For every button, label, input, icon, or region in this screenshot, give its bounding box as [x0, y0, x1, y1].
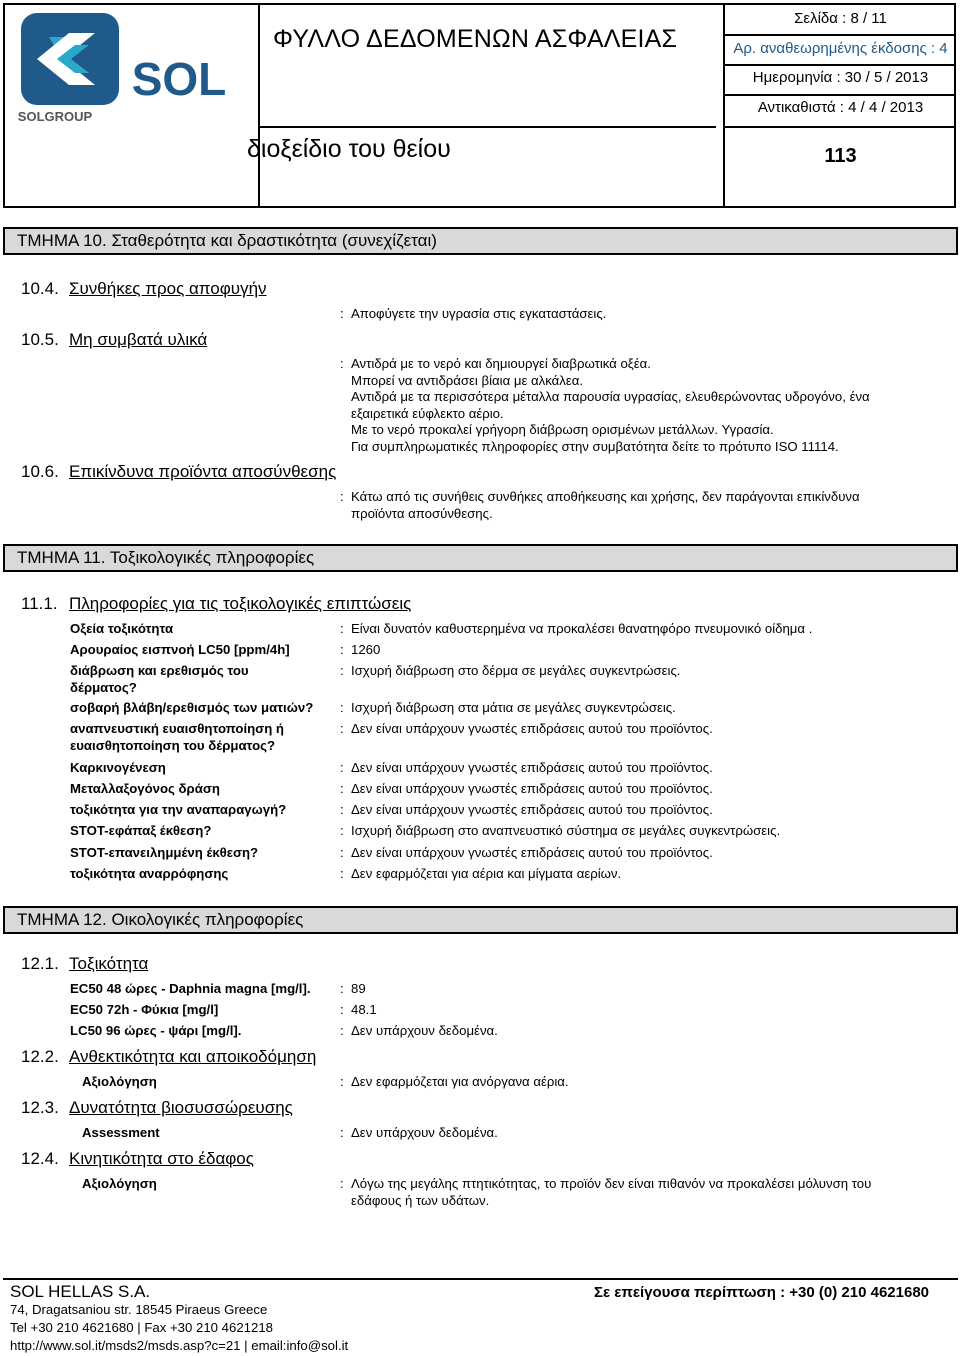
colon: : — [340, 781, 344, 796]
label-eye-damage: σοβαρή βλάβη/ερεθισμός των ματιών? — [70, 700, 314, 715]
value-ec50-daphnia: 89 — [351, 981, 366, 996]
heading-number: 12.1. — [21, 954, 59, 973]
footer-web[interactable]: http://www.sol.it/msds2/msds.asp?c=21 | email:info@sol.it — [10, 1338, 349, 1353]
value-stot-single: Ισχυρή διάβρωση στο αναπνευστικό σύστημα σε μεγάλες συγκεντρώσεις. — [351, 823, 781, 838]
value-stot-repeated: Δεν είναι υπάρχουν γνωστές επιδράσεις αυτού του προϊόντος. — [351, 845, 713, 860]
heading-title: Τοξικότητα — [69, 954, 149, 973]
value-mutagenicity: Δεν είναι υπάρχουν γνωστές επιδράσεις αυτού του προϊόντος. — [351, 781, 713, 796]
colon: : — [340, 700, 344, 715]
heading-title: Συνθήκες προς αποφυγήν — [69, 279, 267, 298]
colon: : — [340, 663, 344, 678]
value-lc50-fish: Δεν υπάρχουν δεδομένα. — [351, 1023, 498, 1038]
revision-number: Αρ. αναθεωρημένης έκδοσης : 4 — [733, 40, 948, 57]
heading-number: 12.2. — [21, 1047, 59, 1066]
text-line: εξαιρετικά εύφλεκτο αέριο. — [351, 405, 504, 421]
heading-number: 10.5. — [21, 330, 59, 349]
heading-number: 10.6. — [21, 462, 59, 481]
label-mutagenicity: Μεταλλαξογόνος δράση — [70, 781, 220, 796]
label-degradability: Αξιολόγηση — [82, 1074, 157, 1089]
footer-address: 74, Dragatsaniou str. 18545 Piraeus Greece — [10, 1302, 268, 1317]
section-12-bar: ΤΜΗΜΑ 12. Οικολογικές πληροφορίες — [3, 906, 958, 934]
footer-phone: Tel +30 210 4621680 | Fax +30 210 4621218 — [10, 1320, 274, 1335]
divider — [260, 126, 716, 128]
colon: : — [340, 1125, 344, 1140]
label-line: διάβρωση και ερεθισμός του — [70, 663, 249, 678]
label-ec50-daphnia: EC50 48 ώρες - Daphnia magna [mg/l]. — [70, 981, 311, 996]
footer-emergency: Σε επείγουσα περίπτωση : +30 (0) 210 4621680 — [594, 1284, 930, 1301]
colon: : — [340, 356, 344, 371]
colon: : — [340, 489, 344, 504]
heading-title: Κινητικότητα στο έδαφος — [69, 1149, 254, 1168]
product-code: 113 — [824, 145, 857, 167]
text-line: Για συμπληρωματικές πληροφορίες στην συμβατότητα δείτε το πρότυπο ISO 11114. — [351, 438, 839, 454]
label-line: αναπνευστική ευαισθητοποίηση ή — [70, 721, 284, 736]
text-line: εδάφους ή των υδάτων. — [351, 1192, 490, 1208]
heading-number: 11.1. — [21, 594, 58, 613]
heading-title: Επικίνδυνα προϊόντα αποσύνθεσης — [69, 462, 337, 481]
colon: : — [340, 306, 344, 321]
value-10-5 — [351, 356, 931, 455]
value-ec50-algae: 48.1 — [351, 1002, 377, 1017]
colon: : — [340, 1176, 344, 1191]
label-stot-repeated: STOT-επανειλημμένη έκθεση? — [70, 845, 259, 860]
heading-title: Ανθεκτικότητα και αποικοδόμηση — [69, 1047, 317, 1066]
heading-10-4 — [21, 279, 267, 299]
heading-number: 12.3. — [21, 1098, 59, 1117]
value-aspiration: Δεν εφαρμόζεται για αέρια και μίγματα αερίων. — [351, 866, 622, 881]
company-logo — [9, 7, 259, 127]
label-bioaccumulation: Assessment — [82, 1125, 160, 1140]
colon: : — [340, 845, 344, 860]
text-line: προϊόντα αποσύνθεσης. — [351, 505, 493, 521]
value-eye-damage: Ισχυρή διάβρωση στα μάτια σε μεγάλες συγκεντρώσεις. — [351, 700, 676, 715]
value-skin-corrosion: Ισχυρή διάβρωση στο δέρμα σε μεγάλες συγκεντρώσεις. — [351, 663, 681, 678]
footer-company: SOL HELLAS S.A. — [10, 1282, 151, 1301]
logo-text: SOL — [131, 53, 227, 105]
heading-12-4 — [21, 1149, 254, 1169]
label-skin-corrosion — [70, 663, 249, 696]
revision-date: Ημερομηνία : 30 / 5 / 2013 — [752, 69, 929, 86]
text-line: Μπορεί να αντιδράσει βίαια με αλκάλεα. — [351, 372, 584, 388]
colon: : — [340, 621, 344, 636]
label-reproductive-toxicity: τοξικότητα για την αναπαραγωγή? — [70, 802, 287, 817]
page-number: Σελίδα : 8 / 11 — [794, 10, 887, 27]
value-acute-toxicity: Είναι δυνατόν καθυστερημένα να προκαλέσει θανατηφόρο πνευμονικό οίδημα . — [351, 621, 813, 636]
colon: : — [340, 866, 344, 881]
text-line: Αντιδρά με το νερό και δημιουργεί διαβρωτικά οξέα. — [351, 356, 651, 371]
label-line: δέρματος? — [70, 679, 137, 695]
value-carcinogenicity: Δεν είναι υπάρχουν γνωστές επιδράσεις αυτού του προϊόντος. — [351, 760, 713, 775]
header-box — [3, 3, 956, 208]
heading-11-1 — [21, 594, 411, 614]
colon: : — [340, 760, 344, 775]
heading-number: 10.4. — [21, 279, 59, 298]
text-line: Αντιδρά με τα περισσότερα μέταλλα παρουσία υγρασίας, ελευθερώνοντας υδρογόνο, ένα — [351, 389, 870, 404]
substance-name: διοξείδιο του θείου — [247, 135, 451, 163]
divider — [725, 34, 956, 36]
colon: : — [340, 802, 344, 817]
text-line: Με το νερό προκαλεί γρήγορη διάβρωση ορισμένων μετάλλων. Υγρασία. — [351, 422, 774, 437]
divider — [725, 126, 956, 128]
supersedes-date: Αντικαθιστά : 4 / 4 / 2013 — [757, 99, 924, 116]
value-lc50-inhalation: 1260 — [351, 642, 381, 657]
heading-title: Μη συμβατά υλικά — [69, 330, 208, 349]
logo-cell — [5, 5, 260, 206]
label-mobility: Αξιολόγηση — [82, 1176, 157, 1191]
colon: : — [340, 642, 344, 657]
divider — [725, 94, 956, 96]
divider — [725, 64, 956, 66]
label-lc50-fish: LC50 96 ώρες - ψάρι [mg/l]. — [70, 1023, 242, 1038]
colon: : — [340, 1074, 344, 1089]
label-aspiration: τοξικότητα αναρρόφησης — [70, 866, 229, 881]
value-degradability: Δεν εφαρμόζεται για ανόργανα αέρια. — [351, 1074, 569, 1089]
heading-title: Πληροφορίες για τις τοξικολογικές επιπτώσεις — [69, 594, 412, 613]
document-title: ΦΥΛΛΟ ΔΕΔΟΜΕΝΩΝ ΑΣΦΑΛΕΙΑΣ — [273, 25, 678, 53]
value-mobility — [351, 1176, 931, 1209]
section-10-bar: ΤΜΗΜΑ 10. Σταθερότητα και δραστικότητα (συνεχίζεται) — [3, 227, 958, 255]
value-bioaccumulation: Δεν υπάρχουν δεδομένα. — [351, 1125, 498, 1140]
label-ec50-algae: EC50 72h - Φύκια [mg/l] — [70, 1002, 219, 1017]
footer-divider — [3, 1278, 958, 1280]
colon: : — [340, 1002, 344, 1017]
value-10-6 — [351, 489, 931, 522]
label-sensitisation — [70, 721, 284, 754]
value-sensitisation: Δεν είναι υπάρχουν γνωστές επιδράσεις αυτού του προϊόντος. — [351, 721, 713, 736]
label-stot-single: STOT-εφάπαξ έκθεση? — [70, 823, 212, 838]
text-line: Λόγω της μεγάλης πτητικότητας, το προϊόν δεν είναι πιθανόν να προκαλέσει μόλυνση του — [351, 1176, 872, 1191]
colon: : — [340, 981, 344, 996]
heading-10-6 — [21, 462, 336, 482]
heading-10-5 — [21, 330, 207, 350]
label-carcinogenicity: Καρκινογένεση — [70, 760, 166, 775]
heading-12-1 — [21, 954, 148, 974]
label-acute-toxicity: Οξεία τοξικότητα — [70, 621, 174, 636]
heading-number: 12.4. — [21, 1149, 59, 1168]
heading-12-3 — [21, 1098, 293, 1118]
value-10-4: Αποφύγετε την υγρασία στις εγκαταστάσεις. — [351, 306, 607, 321]
label-lc50-inhalation: Αρουραίος εισπνοή LC50 [ppm/4h] — [70, 642, 290, 657]
text-line: Κάτω από τις συνήθεις συνθήκες αποθήκευσης και χρήσης, δεν παράγονται επικίνδυνα — [351, 489, 860, 504]
colon: : — [340, 721, 344, 736]
heading-12-2 — [21, 1047, 316, 1067]
label-line: ευαισθητοποίηση του δέρματος? — [70, 737, 276, 753]
logo-subtext: SOLGROUP — [17, 109, 93, 124]
value-reproductive-toxicity: Δεν είναι υπάρχουν γνωστές επιδράσεις αυτού του προϊόντος. — [351, 802, 713, 817]
section-11-bar: ΤΜΗΜΑ 11. Τοξικολογικές πληροφορίες — [3, 544, 958, 572]
colon: : — [340, 1023, 344, 1038]
colon: : — [340, 823, 344, 838]
heading-title: Δυνατότητα βιοσυσσώρευσης — [69, 1098, 293, 1117]
